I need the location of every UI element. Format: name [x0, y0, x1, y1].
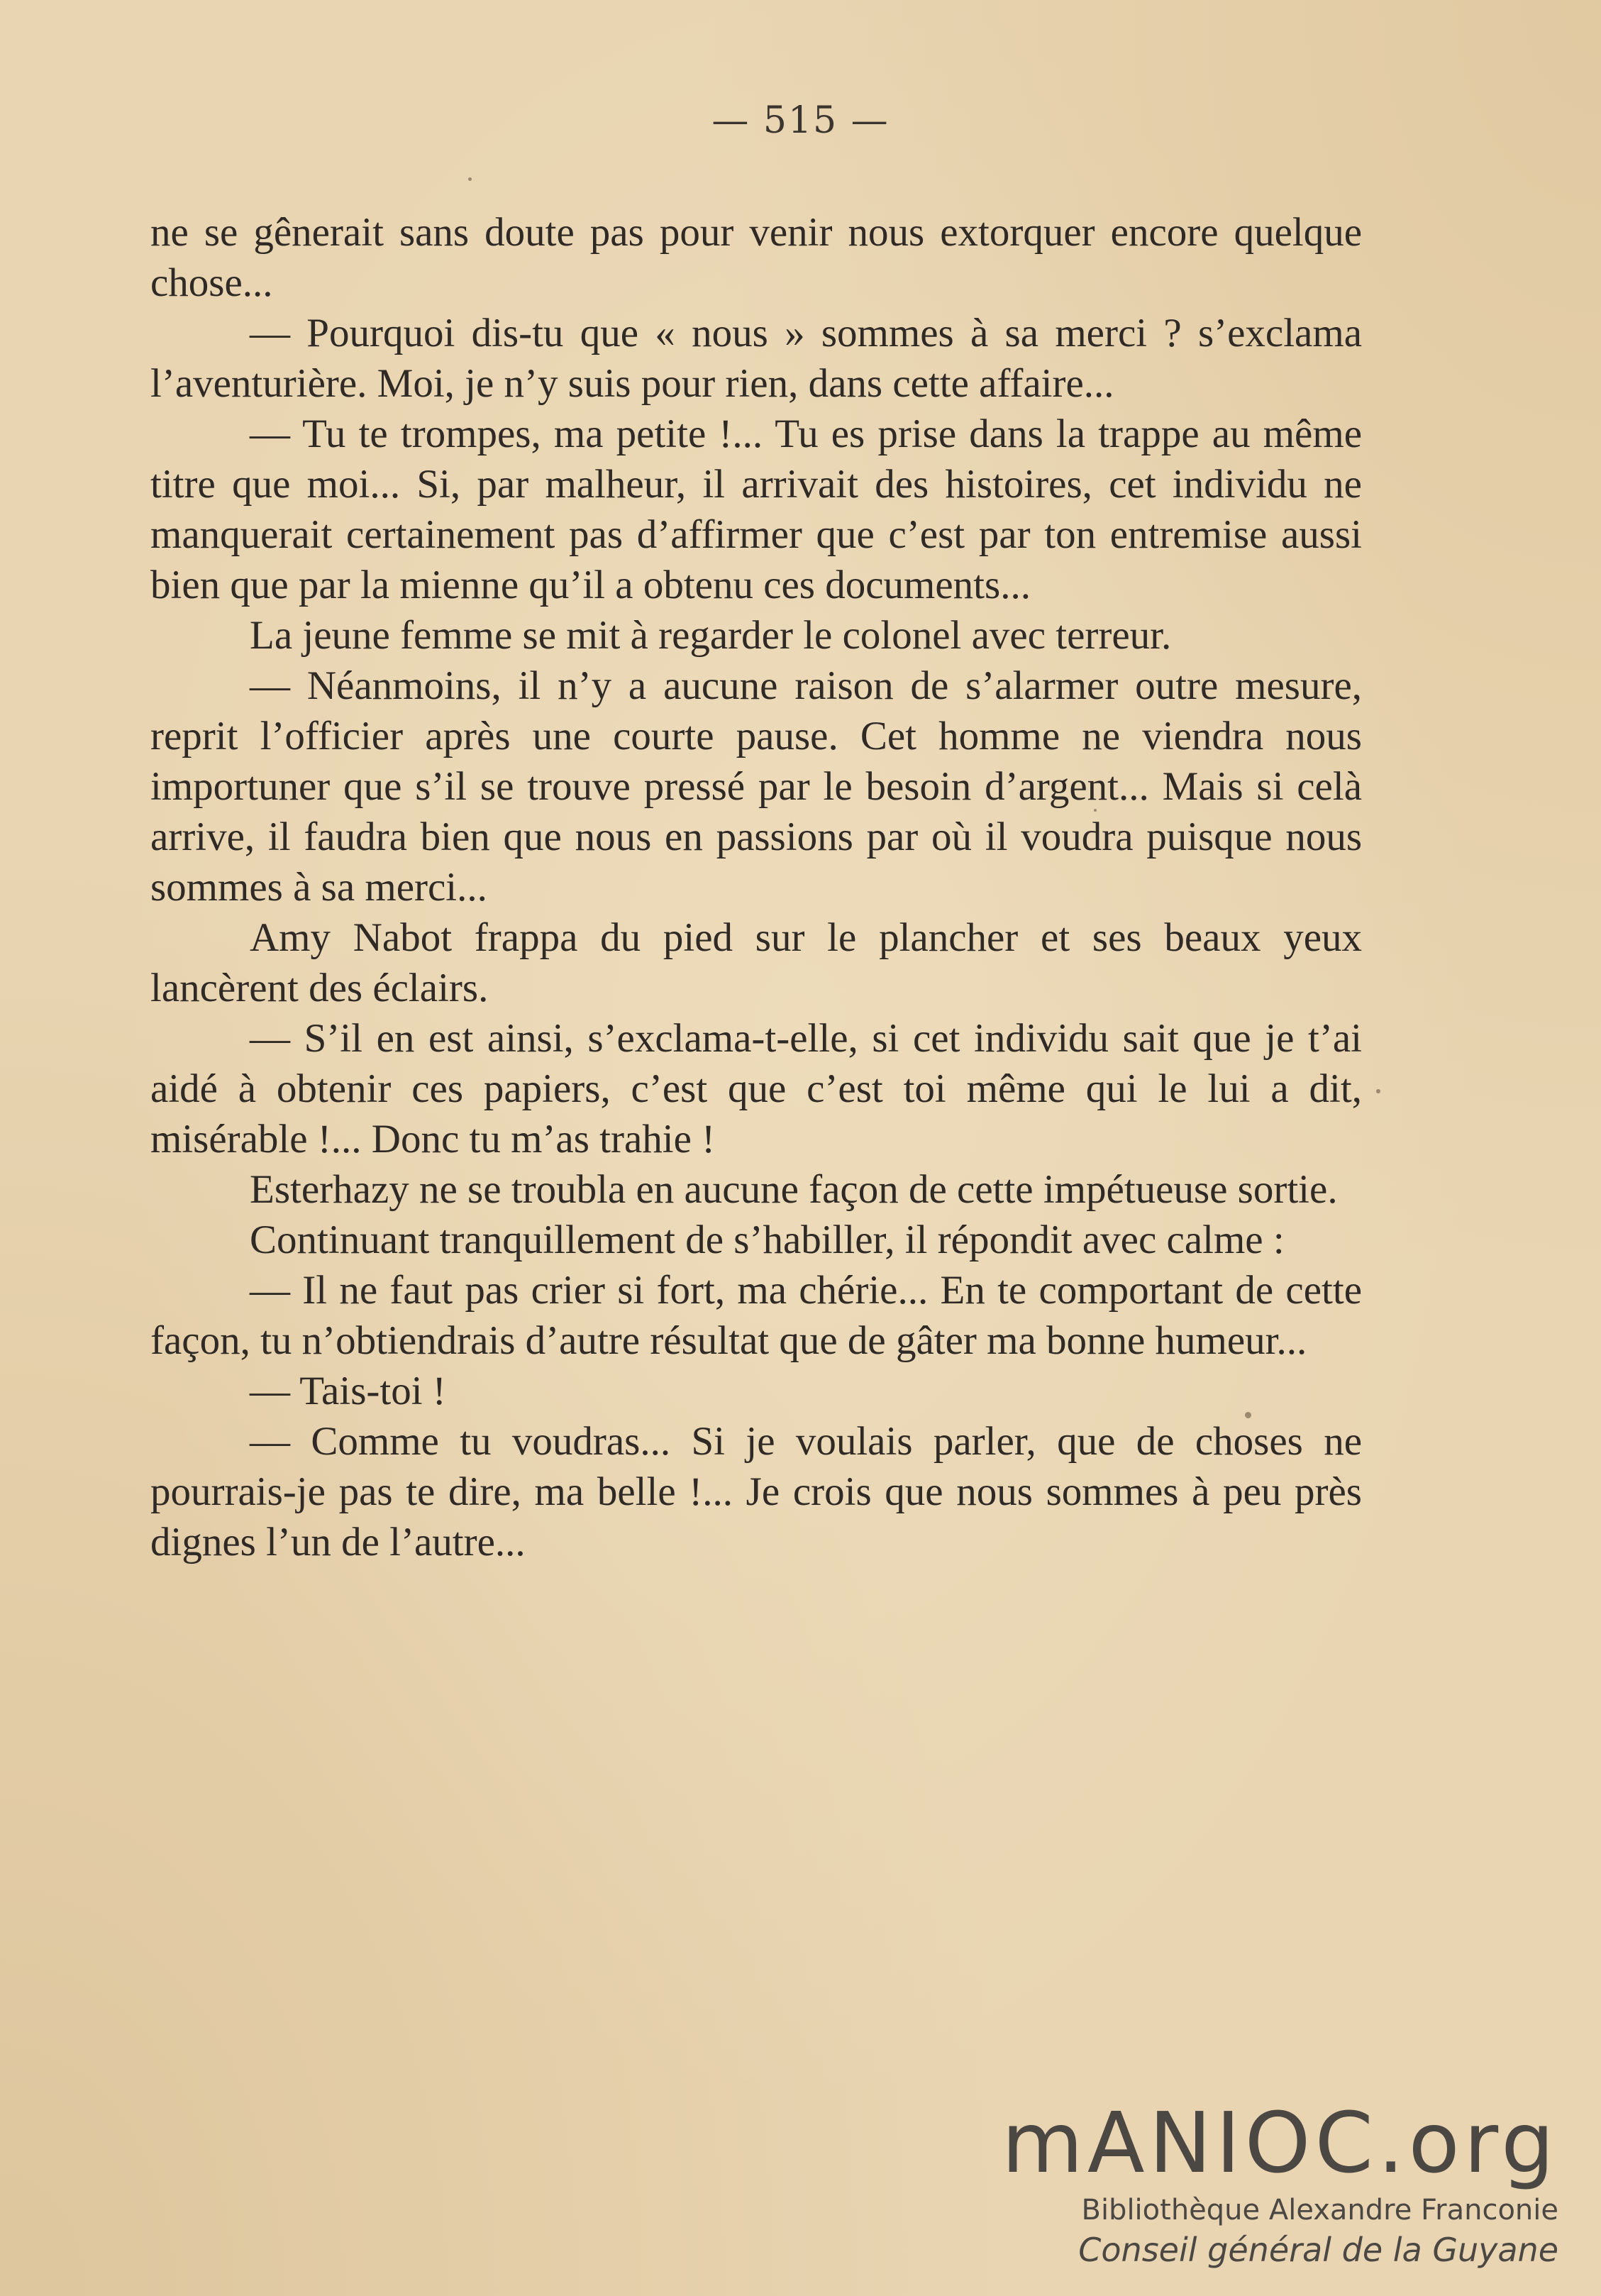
paragraph: La jeune femme se mit à regarder le colonel avec terreur. — [250, 613, 1172, 658]
logo-wordmark: mANIOC.org — [1001, 2094, 1558, 2192]
manioc-logo — [849, 2094, 1558, 2270]
paragraph: Esterhazy ne se troubla en aucune façon de cette impétueuse sortie. — [250, 1167, 1338, 1212]
paper-speck — [468, 177, 472, 181]
paragraph: Continuant tranquillement de s’habiller, il répondit avec calme : — [250, 1218, 1285, 1262]
body-text — [150, 207, 1362, 1567]
paragraph: — Tu te trompes, ma petite !... Tu es prise dans la trappe au même titre que moi... Si, par malheur, il arrivait des histoires, cet individu ne manquerait certainement pas d’affirmer que c’est par ton entremise aussi bien que par la mienne qu’il a obtenu ces documents... — [150, 412, 1362, 607]
page-number: — 515 — — [711, 99, 890, 142]
paper-speck — [1245, 1412, 1251, 1418]
paragraph: — Pourquoi dis-tu que « nous » sommes à sa merci ? s’exclama l’aventurière. Moi, je n’y suis pour rien, dans cette affaire... — [150, 311, 1362, 406]
paper-speck — [1376, 1089, 1380, 1093]
paragraph: — S’il en est ainsi, s’exclama-t-elle, si cet individu sait que je t’ai aidé à obtenir ces papiers, c’est que c’est toi même qui le lui a dit, misérable !... Donc tu m’as trahie ! — [150, 1016, 1362, 1161]
paragraph: — Comme tu voudras... Si je voulais parler, que de choses ne pourrais-je pas te dire, ma belle !... Je crois que nous sommes à peu près dignes l’un de l’autre... — [150, 1419, 1362, 1564]
paragraph: — Tais-toi ! — [250, 1369, 446, 1413]
paper-speck — [1094, 809, 1097, 812]
paragraph: — Il ne faut pas crier si fort, ma chérie... En te comportant de cette façon, tu n’obtiendrais d’autre résultat que de gâter ma bonne humeur... — [150, 1268, 1362, 1363]
paragraph: Amy Nabot frappa du pied sur le plancher et ses beaux yeux lancèrent des éclairs. — [150, 915, 1362, 1010]
logo-library-name: Bibliothèque Alexandre Franconie — [1081, 2194, 1558, 2226]
paragraph: — Néanmoins, il n’y a aucune raison de s’alarmer outre mesure, reprit l’officier après une courte pause. Cet homme ne viendra nous importuner que s’il se trouve pressé par le besoin d’argent... Mais si celà arrive, il faudra bien que nous en passions par où il voudra puisque nous sommes à sa merci... — [150, 663, 1362, 910]
logo-council-name: Conseil général de la Guyane — [1078, 2231, 1558, 2269]
paragraph: ne se gênerait sans doute pas pour venir nous extorquer encore quelque chose... — [150, 210, 1362, 305]
